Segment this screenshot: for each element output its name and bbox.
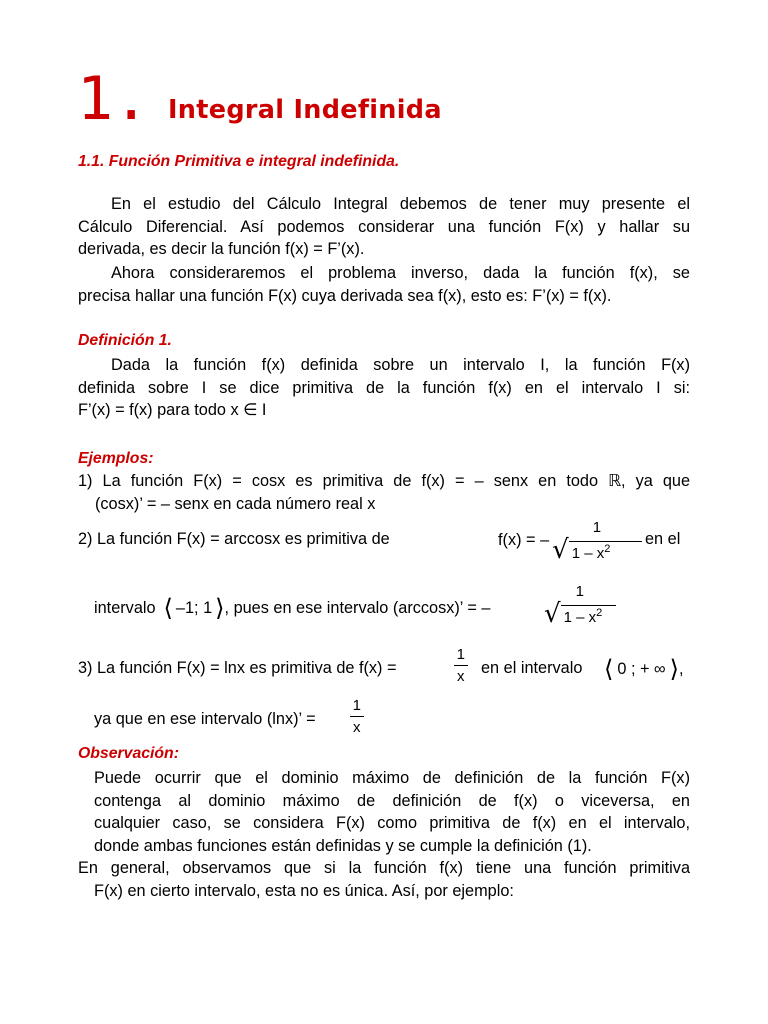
exponent: 2	[604, 543, 611, 555]
text-line: derivada, es decir la función f(x) = F’(x).	[78, 240, 365, 258]
example-3-interval	[604, 655, 684, 683]
text-line: F’(x) = f(x) para todo x ∈ I	[78, 401, 267, 419]
text-line: precisa hallar una función F(x) cuya derivada sea f(x), esto es: F’(x) = f(x).	[78, 286, 612, 305]
example-2-text: 2) La función F(x) = arccosx es primitiva de	[78, 530, 390, 548]
example-3-derivative-fraction	[350, 697, 364, 736]
general-paragraph	[78, 857, 690, 902]
text-line: 1) La función F(x) = cosx es primitiva de f(x) = – senx en todo ℝ, ya que	[78, 472, 690, 490]
definition-heading: Definición 1.	[78, 332, 172, 349]
fraction	[454, 646, 468, 685]
definition-body	[78, 354, 690, 422]
text-line: Cálculo Diferencial. Así podemos considerar una función F(x) y hallar su	[78, 217, 690, 236]
radical-icon: √	[552, 535, 569, 565]
example-3-text: 3) La función F(x) = lnx es primitiva de f(x) =	[78, 659, 397, 677]
section-title: 1.1. Función Primitiva e integral indefinida.	[78, 153, 400, 170]
fraction-numerator: 1	[575, 583, 584, 600]
chapter-title: Integral Indefinida	[168, 95, 442, 125]
text-line: contenga al dominio máximo de definición de f(x) o viceversa, en	[94, 791, 690, 810]
radical-icon: √	[544, 599, 561, 629]
text-line: En el estudio del Cálculo Integral debemos de tener muy presente el	[111, 195, 690, 213]
intro-paragraph-2	[78, 262, 690, 307]
square-root	[552, 535, 642, 565]
intro-paragraph-1	[78, 193, 690, 261]
example-2-tail: en el	[645, 530, 681, 548]
left-angle-bracket-icon: ⟨	[604, 655, 614, 683]
fraction-numerator: 1	[456, 646, 465, 663]
example-1	[78, 470, 690, 515]
example-2-line-2	[94, 594, 490, 622]
text-line: Puede ocurrir que el dominio máximo de definición de la función F(x)	[94, 769, 690, 787]
example-3-line-2: ya que en ese intervalo (lnx)’ =	[94, 710, 316, 728]
right-angle-bracket-icon: ⟩	[215, 594, 225, 622]
fraction	[544, 583, 616, 629]
fraction-numerator: 1	[592, 519, 602, 536]
left-angle-bracket-icon: ⟨	[163, 594, 173, 622]
example-3-mid: en el intervalo	[481, 659, 583, 677]
text-line: F(x) en cierto intervalo, esta no es única. Así, por ejemplo:	[94, 881, 514, 900]
right-angle-bracket-icon: ⟩	[669, 655, 680, 683]
interval-text: 0 ; + ∞	[617, 659, 666, 678]
example-3-fraction	[454, 646, 468, 685]
fraction-denominator: x	[454, 665, 468, 685]
text-line: Ahora consideraremos el problema inverso, dada la función f(x), se	[111, 264, 690, 282]
observation-body	[94, 767, 690, 857]
exponent: 2	[596, 607, 603, 619]
text-line: definida sobre I se dice primitiva de la función f(x) en el intervalo I si:	[78, 378, 690, 397]
text-line: cualquier caso, se considera F(x) como primitiva de f(x) en el intervalo,	[94, 814, 690, 832]
square-root	[544, 599, 616, 629]
text-fragment: , pues en ese intervalo (arccosx)’ = –	[224, 598, 491, 617]
fraction-numerator: 1	[352, 697, 361, 714]
text-line: En general, observamos que si la función f(x) tiene una función primitiva	[78, 859, 690, 877]
text-fragment: intervalo	[94, 598, 156, 617]
fraction	[552, 519, 642, 565]
text-line: (cosx)’ = – senx en cada número real x	[95, 494, 376, 513]
radicand: 1 – x	[563, 609, 597, 626]
example-2-formula	[498, 519, 642, 565]
text-line: donde ambas funciones están definidas y se cumple la definición (1).	[94, 836, 592, 855]
fraction	[350, 697, 364, 736]
example-2-derivative-fraction	[544, 583, 616, 629]
formula-lhs: f(x) = –	[498, 531, 550, 549]
observation-heading: Observación:	[78, 745, 179, 762]
radicand: 1 – x	[571, 545, 605, 562]
fraction-denominator: x	[350, 716, 364, 736]
text-fragment: ,	[679, 659, 684, 678]
chapter-number: 1.	[77, 64, 150, 134]
interval-text: –1; 1	[175, 598, 213, 617]
text-line: Dada la función f(x) definida sobre un intervalo I, la función F(x)	[111, 356, 690, 374]
examples-heading: Ejemplos:	[78, 450, 154, 467]
